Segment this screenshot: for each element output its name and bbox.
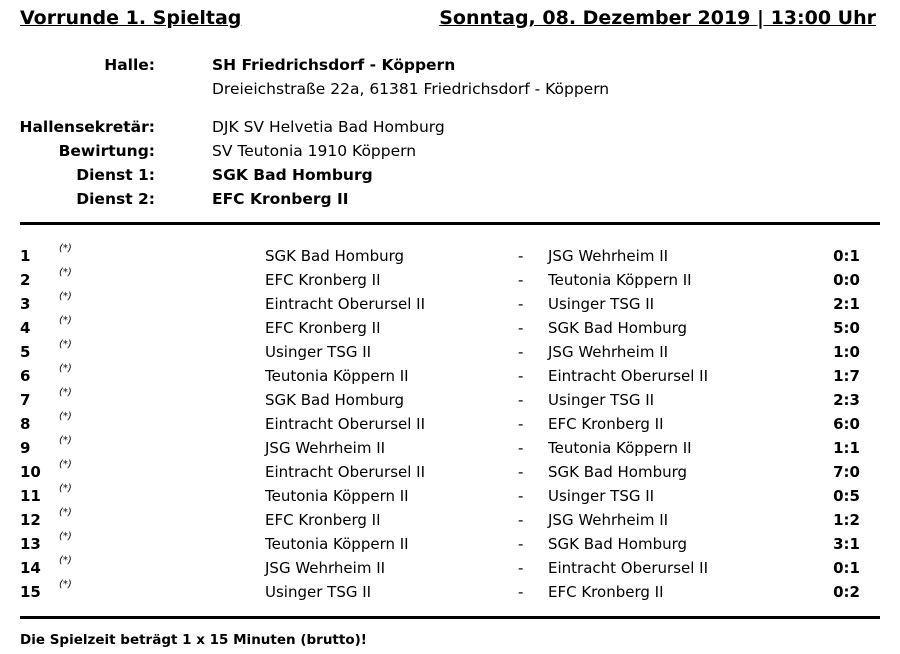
match-row <box>0 387 900 414</box>
away-team: Eintracht Oberursel II <box>548 367 709 385</box>
away-team: Usinger TSG II <box>548 391 655 409</box>
catering-label: Bewirtung: <box>58 142 155 160</box>
home-team: Eintracht Oberursel II <box>265 463 426 481</box>
away-team: Teutonia Köppern II <box>548 439 692 457</box>
away-team: SGK Bad Homburg <box>548 319 688 337</box>
hall-address-row <box>0 80 900 104</box>
home-team: JSG Wehrheim II <box>265 559 386 577</box>
match-separator: - <box>518 319 524 337</box>
away-team: EFC Kronberg II <box>548 415 664 433</box>
home-team: JSG Wehrheim II <box>265 439 386 457</box>
match-note: (*) <box>59 459 72 470</box>
away-team: Usinger TSG II <box>548 295 655 313</box>
away-team: EFC Kronberg II <box>548 583 664 601</box>
duty2-row <box>0 190 900 214</box>
match-number: 12 <box>20 511 41 529</box>
match-number: 1 <box>20 247 31 265</box>
match-number: 2 <box>20 271 31 289</box>
secretary-row <box>0 118 900 142</box>
secretary-value: DJK SV Helvetia Bad Homburg <box>212 118 445 136</box>
match-separator: - <box>518 487 524 505</box>
match-number: 4 <box>20 319 31 337</box>
match-note: (*) <box>59 387 72 398</box>
match-score: 6:0 <box>833 415 860 433</box>
match-row <box>0 267 900 294</box>
match-separator: - <box>518 415 524 433</box>
bottom-divider <box>20 616 880 619</box>
match-list <box>0 243 900 606</box>
match-note: (*) <box>59 363 72 374</box>
top-divider <box>20 222 880 225</box>
match-number: 6 <box>20 367 31 385</box>
match-number: 14 <box>20 559 41 577</box>
away-team: Usinger TSG II <box>548 487 655 505</box>
home-team: EFC Kronberg II <box>265 271 381 289</box>
match-row <box>0 483 900 510</box>
match-separator: - <box>518 439 524 457</box>
match-note: (*) <box>59 483 72 494</box>
home-team: EFC Kronberg II <box>265 319 381 337</box>
away-team: JSG Wehrheim II <box>548 247 669 265</box>
match-row <box>0 315 900 342</box>
match-note: (*) <box>59 267 72 278</box>
duty2-value: EFC Kronberg II <box>212 190 349 208</box>
match-note: (*) <box>59 531 72 542</box>
away-team: JSG Wehrheim II <box>548 343 669 361</box>
match-note: (*) <box>59 507 72 518</box>
hall-row <box>0 56 900 80</box>
away-team: SGK Bad Homburg <box>548 463 688 481</box>
match-number: 9 <box>20 439 31 457</box>
match-row <box>0 339 900 366</box>
match-separator: - <box>518 463 524 481</box>
hall-address: Dreieichstraße 22a, 61381 Friedrichsdorf - Köppern <box>212 80 610 98</box>
match-score: 0:1 <box>833 559 860 577</box>
home-team: Usinger TSG II <box>265 343 372 361</box>
match-separator: - <box>518 391 524 409</box>
match-score: 1:1 <box>833 439 860 457</box>
match-note: (*) <box>59 315 72 326</box>
footer-note: Die Spielzeit beträgt 1 x 15 Minuten (brutto)! <box>20 632 367 648</box>
venue-info <box>0 56 900 214</box>
match-row <box>0 363 900 390</box>
match-separator: - <box>518 511 524 529</box>
match-note: (*) <box>59 435 72 446</box>
match-separator: - <box>518 271 524 289</box>
match-score: 0:5 <box>833 487 860 505</box>
away-team: Teutonia Köppern II <box>548 271 692 289</box>
match-separator: - <box>518 367 524 385</box>
match-number: 13 <box>20 535 41 553</box>
match-score: 7:0 <box>833 463 860 481</box>
match-score: 0:0 <box>833 271 860 289</box>
match-score: 0:2 <box>833 583 860 601</box>
match-number: 11 <box>20 487 41 505</box>
match-row <box>0 411 900 438</box>
home-team: Eintracht Oberursel II <box>265 415 426 433</box>
catering-row <box>0 142 900 166</box>
match-note: (*) <box>59 411 72 422</box>
match-score: 1:2 <box>833 511 860 529</box>
match-separator: - <box>518 583 524 601</box>
match-separator: - <box>518 535 524 553</box>
match-score: 3:1 <box>833 535 860 553</box>
duty1-value: SGK Bad Homburg <box>212 166 373 184</box>
match-separator: - <box>518 247 524 265</box>
match-row <box>0 459 900 486</box>
page-title: Vorrunde 1. Spieltag <box>20 7 242 29</box>
match-row <box>0 555 900 582</box>
match-row <box>0 243 900 270</box>
date-time: Sonntag, 08. Dezember 2019 | 13:00 Uhr <box>439 7 876 29</box>
page-header <box>0 0 900 40</box>
home-team: Teutonia Köppern II <box>265 487 409 505</box>
match-note: (*) <box>59 339 72 350</box>
match-separator: - <box>518 559 524 577</box>
away-team: Eintracht Oberursel II <box>548 559 709 577</box>
away-team: SGK Bad Homburg <box>548 535 688 553</box>
home-team: Teutonia Köppern II <box>265 367 409 385</box>
match-number: 3 <box>20 295 31 313</box>
match-row <box>0 531 900 558</box>
match-note: (*) <box>59 243 72 254</box>
away-team: JSG Wehrheim II <box>548 511 669 529</box>
hall-label: Halle: <box>104 56 155 74</box>
match-number: 15 <box>20 583 41 601</box>
match-row <box>0 507 900 534</box>
match-score: 1:7 <box>833 367 860 385</box>
match-score: 2:3 <box>833 391 860 409</box>
home-team: SGK Bad Homburg <box>265 391 405 409</box>
hall-name: SH Friedrichsdorf - Köppern <box>212 56 456 74</box>
match-note: (*) <box>59 579 72 590</box>
duty1-row <box>0 166 900 190</box>
match-separator: - <box>518 295 524 313</box>
match-note: (*) <box>59 291 72 302</box>
match-number: 8 <box>20 415 31 433</box>
match-score: 2:1 <box>833 295 860 313</box>
duty2-label: Dienst 2: <box>76 190 155 208</box>
home-team: Usinger TSG II <box>265 583 372 601</box>
home-team: SGK Bad Homburg <box>265 247 405 265</box>
match-score: 1:0 <box>833 343 860 361</box>
match-number: 10 <box>20 463 41 481</box>
match-row <box>0 291 900 318</box>
match-row <box>0 435 900 462</box>
match-separator: - <box>518 343 524 361</box>
match-score: 5:0 <box>833 319 860 337</box>
catering-value: SV Teutonia 1910 Köppern <box>212 142 417 160</box>
home-team: Eintracht Oberursel II <box>265 295 426 313</box>
match-score: 0:1 <box>833 247 860 265</box>
home-team: Teutonia Köppern II <box>265 535 409 553</box>
match-number: 7 <box>20 391 31 409</box>
match-note: (*) <box>59 555 72 566</box>
secretary-label: Hallensekretär: <box>19 118 155 136</box>
match-row <box>0 579 900 606</box>
duty1-label: Dienst 1: <box>76 166 155 184</box>
home-team: EFC Kronberg II <box>265 511 381 529</box>
match-number: 5 <box>20 343 31 361</box>
